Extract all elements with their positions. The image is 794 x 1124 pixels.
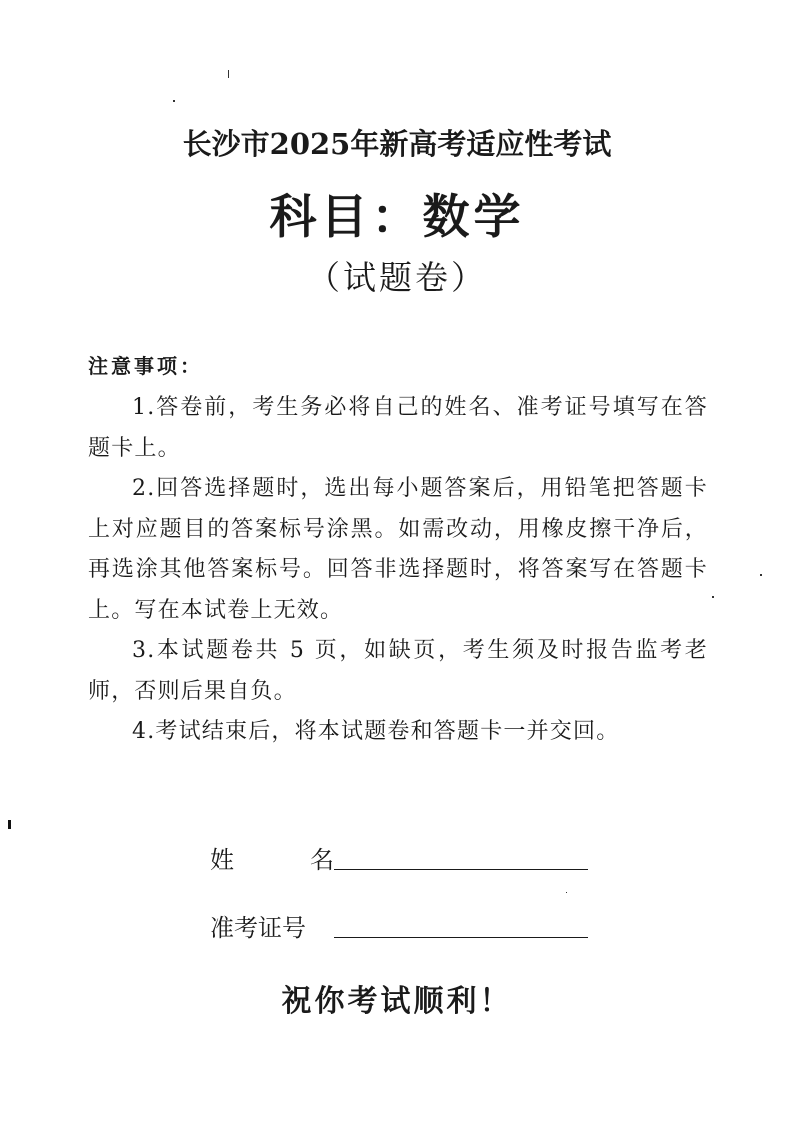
- exam-title: 长沙市2025年新高考适应性考试: [182, 127, 612, 161]
- notice-item-2: 2.回答选择题时，选出每小题答案后，用铅笔把答题卡上对应题目的答案标号涂黑。如需改动，用橡皮擦干净后，再选涂其他答案标号。回答非选择题时，将答案写在答题卡上。写在本试卷上无效。: [88, 476, 708, 623]
- id-label: 准考证号: [210, 914, 306, 942]
- name-blank-line: [334, 869, 588, 870]
- notice-item-3: 3.本试题卷共 5 页，如缺页，考生须及时报告监考老师，否则后果自负。: [88, 638, 708, 704]
- scan-speck: [760, 574, 762, 576]
- id-field-row: [210, 908, 588, 943]
- notice-list: [88, 388, 708, 753]
- scan-speck: [173, 100, 175, 102]
- name-label-char2: 名: [310, 846, 334, 874]
- notice-heading: 注意事项：: [88, 354, 203, 378]
- scan-speck: [8, 820, 11, 829]
- paper-type: （试题卷）: [307, 258, 487, 297]
- name-label-char1: 姓: [210, 846, 234, 874]
- scan-speck: [228, 70, 229, 78]
- id-blank-line: [334, 937, 588, 938]
- notice-item-4: 4.考试结束后，将本试题卷和答题卡一并交回。: [132, 719, 620, 744]
- good-luck-message: 祝你考试顺利！: [281, 984, 513, 1019]
- scan-speck: [712, 596, 714, 598]
- scan-speck: [566, 892, 567, 893]
- notice-item-1: 1.答卷前，考生务必将自己的姓名、准考证号填写在答题卡上。: [88, 395, 708, 461]
- name-label: [210, 840, 334, 875]
- subject-title: 科目：数学: [269, 190, 525, 245]
- name-field-row: [210, 840, 588, 875]
